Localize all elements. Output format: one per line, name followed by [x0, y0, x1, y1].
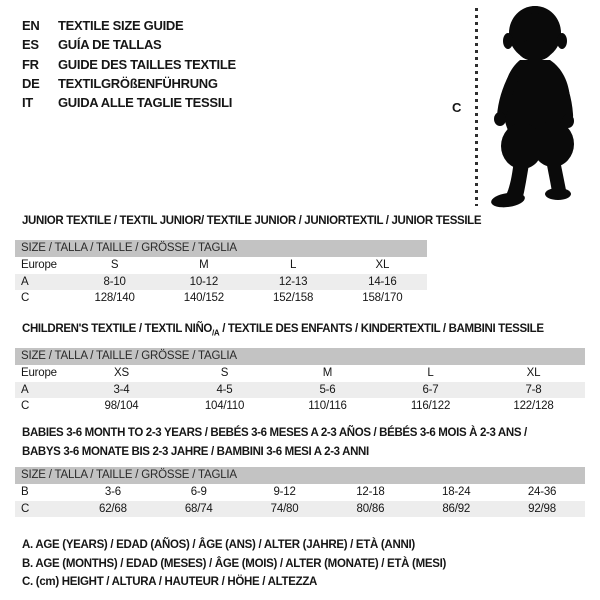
cell: 3-6	[104, 486, 121, 498]
language-code: FR	[22, 56, 39, 72]
language-code: IT	[22, 95, 33, 111]
footnote: B. AGE (MONTHS) / EDAD (MESES) / ÂGE (MOIS) / ALTER (MONATE) / ETÀ (MESI)	[22, 557, 447, 570]
table-row	[15, 274, 427, 291]
cell: S	[110, 259, 119, 271]
toddler-silhouette-icon	[486, 4, 592, 210]
cell: 68/74	[184, 502, 213, 515]
cell: 116/122	[410, 400, 451, 412]
table-row	[15, 484, 585, 501]
cell: 86/92	[442, 502, 471, 515]
cell: M	[322, 367, 333, 379]
cell: 62/68	[99, 502, 127, 515]
cell: L	[290, 259, 297, 271]
language-label: GUÍA DE TALLAS	[58, 37, 162, 53]
cell: 12-18	[356, 486, 385, 498]
cell: 24-36	[527, 486, 557, 498]
language-row	[22, 35, 236, 54]
language-row	[22, 93, 236, 112]
table-row	[15, 501, 585, 518]
cell: 18-24	[442, 486, 471, 498]
cell: M	[199, 259, 209, 271]
cell: 128/140	[94, 292, 135, 304]
table-title-segment: CHILDREN'S TEXTILE / TEXTIL NIÑO	[22, 323, 213, 335]
cell: XS	[114, 367, 129, 379]
row-label: A	[21, 275, 29, 288]
table-row	[15, 257, 427, 274]
cell: 3-4	[113, 383, 130, 396]
language-code: ES	[22, 37, 39, 53]
language-row	[22, 55, 236, 74]
language-label: TEXTILGRÖßENFÜHRUNG	[58, 75, 218, 91]
size-table-children	[15, 348, 585, 415]
cell: 10-12	[189, 275, 219, 288]
language-label: GUIDE DES TAILLES TEXTILE	[58, 56, 236, 72]
language-label: TEXTILE SIZE GUIDE	[58, 18, 184, 33]
cell: 80/86	[356, 502, 385, 515]
cell: L	[427, 367, 434, 379]
row-label: B	[21, 486, 29, 498]
cell: 9-12	[273, 486, 296, 498]
cell: XL	[375, 259, 390, 271]
cell: 12-13	[278, 275, 308, 288]
height-dotted-line	[475, 8, 478, 206]
table-row	[15, 365, 585, 382]
cell: 158/170	[362, 292, 403, 304]
language-header	[22, 16, 236, 112]
language-row	[22, 16, 236, 35]
table-title-babies	[22, 424, 527, 461]
cell: 98/104	[104, 400, 139, 412]
footnotes	[22, 536, 446, 592]
size-table-header: SIZE / TALLA / TAILLE / GRÖSSE / TAGLIA	[15, 348, 585, 365]
cell: 152/158	[273, 292, 314, 304]
size-table-junior	[15, 240, 427, 307]
language-label: GUIDA ALLE TAGLIE TESSILI	[58, 95, 233, 111]
cell: 140/152	[183, 292, 224, 304]
cell: 110/116	[308, 400, 347, 412]
cell: 14-16	[368, 275, 397, 288]
cell: S	[220, 367, 229, 379]
cell: 6-7	[422, 383, 439, 396]
cell: XL	[526, 367, 541, 379]
language-row	[22, 74, 236, 93]
cell: 8-10	[103, 275, 126, 288]
table-title-segment: BABIES 3-6 MONTH TO 2-3 YEARS / BEBÉS 3-6 MESES A 2-3 AÑOS / BÉBÉS 3-6 MOIS À 2-3 ANS /	[22, 427, 527, 439]
row-label: C	[21, 400, 30, 412]
table-row	[15, 382, 585, 399]
footnote: C. (cm) HEIGHT / ALTURA / HAUTEUR / HÖHE / ALTEZZA	[22, 576, 318, 589]
cell: 7-8	[525, 383, 542, 396]
language-code: EN	[22, 18, 40, 33]
cell: 104/110	[204, 400, 245, 412]
cell: 92/98	[528, 502, 556, 515]
table-title-children	[22, 320, 544, 343]
language-code: DE	[22, 75, 40, 91]
cell: 122/128	[513, 400, 554, 412]
table-title-segment: /A	[212, 328, 220, 338]
table-title-segment: / TEXTILE DES ENFANTS / KINDERTEXTIL / BAMBINI TESSILE	[219, 323, 544, 335]
row-label: A	[21, 383, 29, 396]
table-title-junior	[22, 212, 481, 231]
height-figure	[440, 0, 600, 215]
size-table-header: SIZE / TALLA / TAILLE / GRÖSSE / TAGLIA	[15, 467, 585, 484]
height-label: C	[452, 100, 462, 115]
row-label: C	[21, 292, 30, 304]
size-table-header: SIZE / TALLA / TAILLE / GRÖSSE / TAGLIA	[15, 240, 427, 257]
cell: 5-6	[319, 383, 336, 396]
row-label: C	[21, 502, 30, 515]
table-row	[15, 290, 427, 307]
cell: 74/80	[270, 502, 299, 515]
row-label: Europe	[21, 367, 57, 379]
table-title-segment: JUNIOR TEXTILE / TEXTIL JUNIOR/ TEXTILE JUNIOR / JUNIORTEXTIL / JUNIOR TESSILE	[22, 215, 482, 227]
size-table-babies	[15, 467, 585, 517]
cell: 4-5	[216, 383, 233, 396]
cell: 6-9	[190, 486, 207, 498]
table-title-segment: BABYS 3-6 MONATE BIS 2-3 JAHRE / BAMBINI 3-6 MESI A 2-3 ANNI	[22, 445, 369, 458]
row-label: Europe	[21, 259, 57, 271]
table-row	[15, 398, 585, 415]
footnote: A. AGE (YEARS) / EDAD (AÑOS) / ÂGE (ANS) / ALTER (JAHRE) / ETÀ (ANNI)	[22, 539, 415, 551]
